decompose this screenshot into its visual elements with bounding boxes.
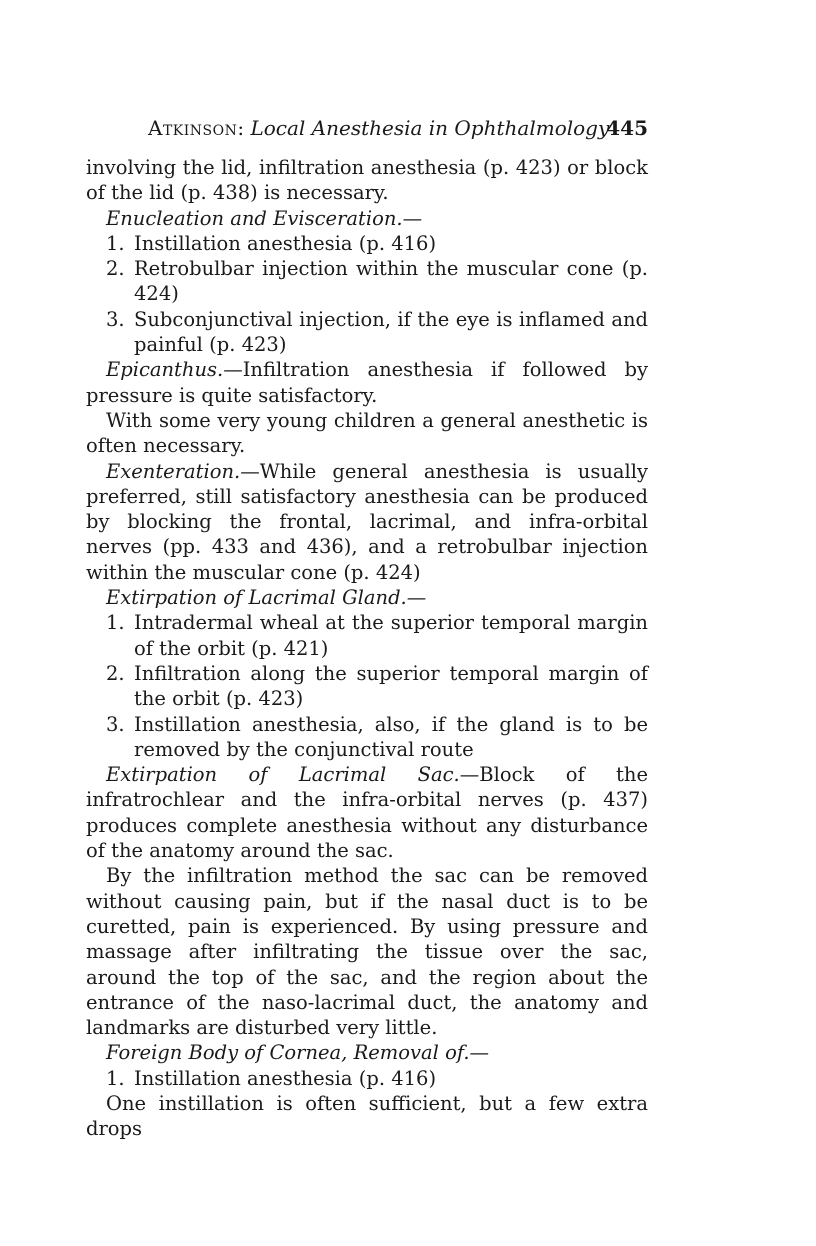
list-item: 3. Instillation anesthesia, also, if the gland is to be removed by the conjunctival route bbox=[106, 712, 648, 761]
paragraph-infiltration: By the infiltration method the sac can be removed without causing pain, but if the nasal duct is to be curetted, pain is experienced. By using pressure and massage after infiltrating the tissue over the sac, around the top of the sac, and the region about the entrance of the naso-lacrimal duct, the anatomy and landmarks are disturbed very little. bbox=[86, 864, 648, 1040]
list-item: 2. Retrobulbar injection within the muscular cone (p. 424) bbox=[106, 257, 648, 306]
book-page bbox=[86, 113, 648, 1142]
body-text bbox=[86, 155, 648, 1142]
paragraph-lacrimal-sac: Extirpation of Lacrimal Sac.—Block of the infratrochlear and the infra-orbital nerves (p. 437) produces complete anesthesia without any disturbance of the anatomy around the sac. bbox=[86, 763, 648, 863]
running-head bbox=[86, 113, 648, 143]
paragraph-exenteration: Exenteration.—While general anesthesia is usually preferred, still satisfactory anesthesia can be produced by blocking the frontal, lacrimal, and infra-orbital nerves (pp. 433 and 436), and a retrobulbar injection within the muscular cone (p. 424) bbox=[86, 459, 648, 584]
list-item: 1. Intradermal wheal at the superior temporal margin of the orbit (p. 421) bbox=[106, 611, 648, 660]
running-head-author: Atkinson bbox=[148, 116, 238, 140]
list-item: 1. Instillation anesthesia (p. 416) bbox=[106, 231, 437, 255]
page-number: 445 bbox=[606, 116, 648, 140]
heading-lacrimal-gland: Extirpation of Lacrimal Gland.— bbox=[106, 586, 427, 610]
heading-lacrimal-sac: Extirpation of Lacrimal Sac. bbox=[106, 763, 460, 787]
heading-exenteration: Exenteration. bbox=[106, 459, 241, 483]
heading-epicanthus: Epicanthus. bbox=[106, 358, 224, 382]
list-item: 1. Instillation anesthesia (p. 416) bbox=[106, 1066, 437, 1090]
paragraph-children: With some very young children a general anesthetic is often necessary. bbox=[86, 408, 648, 458]
paragraph-instillation: One instillation is often sufficient, but a few extra drops bbox=[86, 1091, 648, 1141]
heading-enucleation: Enucleation and Evisceration.— bbox=[106, 206, 423, 230]
heading-foreign-body: Foreign Body of Cornea, Removal of.— bbox=[106, 1041, 490, 1065]
paragraph-epicanthus: Epicanthus.—Infiltration anesthesia if followed by pressure is quite satisfactory. bbox=[86, 358, 648, 407]
list-item: 2. Infiltration along the superior temporal margin of the orbit (p. 423) bbox=[106, 661, 648, 711]
paragraph-lid: involving the lid, infiltration anesthesia (p. 423) or block of the lid (p. 438) is necessary. bbox=[86, 156, 648, 205]
running-head-separator: : bbox=[237, 116, 245, 140]
list-item: 3. Subconjunctival injection, if the eye is inflamed and painful (p. 423) bbox=[106, 307, 648, 357]
running-head-title: Local Anesthesia in Ophthalmology bbox=[250, 116, 610, 140]
